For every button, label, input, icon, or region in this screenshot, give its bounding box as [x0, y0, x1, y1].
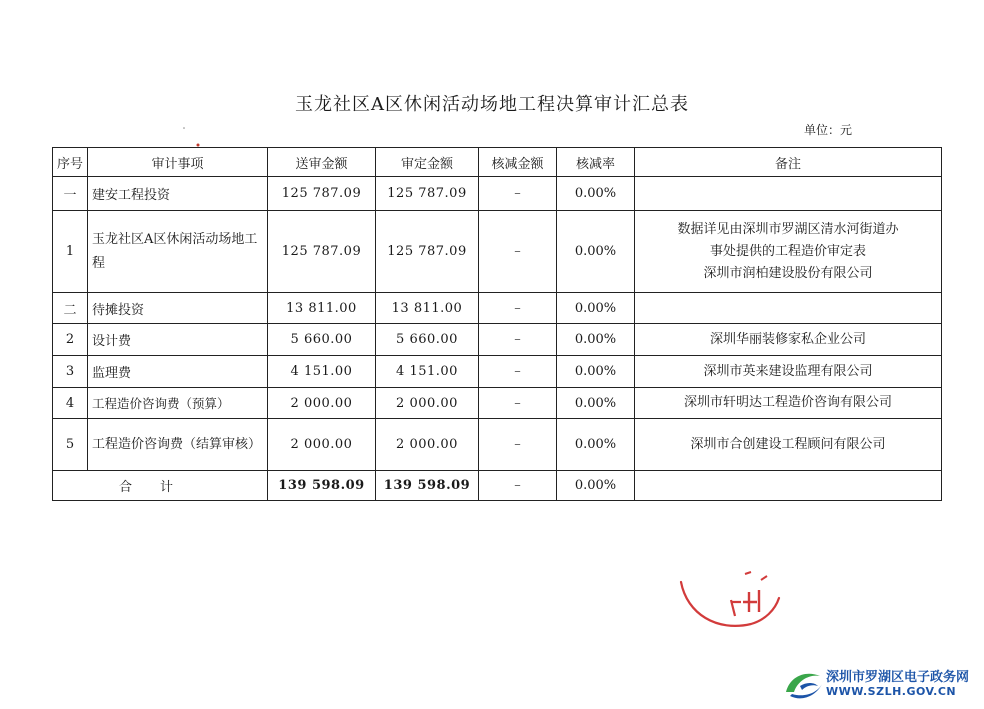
note-line: 深圳市润柏建设股份有限公司 — [703, 265, 873, 281]
header-approved: 审定金额 — [376, 148, 479, 177]
red-dot-mark — [197, 144, 200, 147]
unit-label: 单位：元 — [803, 123, 852, 137]
row-item: 建安工程投资 — [88, 177, 268, 211]
row-submitted: 13 811.00 — [268, 293, 376, 324]
dust-mark — [183, 127, 185, 129]
row-item: 监理费 — [88, 356, 268, 388]
header-reduction: 核减金额 — [479, 148, 557, 177]
row-submitted: 2 000.00 — [268, 419, 376, 471]
header-index: 序号 — [53, 148, 88, 177]
row-rate: 0.00% — [557, 388, 635, 419]
row-index: 4 — [53, 388, 88, 419]
total-approved: 139 598.09 — [376, 471, 479, 501]
header-item: 审计事项 — [88, 148, 268, 177]
row-rate: 0.00% — [557, 177, 635, 211]
row-submitted: 125 787.09 — [268, 211, 376, 293]
row-submitted: 5 660.00 — [268, 324, 376, 356]
row-reduction: – — [479, 324, 557, 356]
document-title: 玉龙社区A区休闲活动场地工程决算审计汇总表 — [295, 94, 689, 115]
row-submitted: 4 151.00 — [268, 356, 376, 388]
row-approved: 4 151.00 — [376, 356, 479, 388]
header-note: 备注 — [635, 148, 942, 177]
row-approved: 2 000.00 — [376, 419, 479, 471]
row-approved: 125 787.09 — [376, 177, 479, 211]
row-index: 5 — [53, 419, 88, 471]
row-note: 深圳市合创建设工程顾问有限公司 — [635, 419, 942, 471]
official-seal-stamp — [665, 562, 785, 642]
total-submitted: 139 598.09 — [268, 471, 376, 501]
row-rate: 0.00% — [557, 419, 635, 471]
watermark-site-url: WWW.SZLH.GOV.CN — [826, 685, 957, 698]
row-rate: 0.00% — [557, 211, 635, 293]
row-rate: 0.00% — [557, 356, 635, 388]
header-rate: 核减率 — [557, 148, 635, 177]
row-approved: 13 811.00 — [376, 293, 479, 324]
watermark-site-name: 深圳市罗湖区电子政务网 — [826, 670, 970, 685]
row-reduction: – — [479, 177, 557, 211]
note-line: 数据详见由深圳市罗湖区清水河街道办 — [677, 221, 899, 237]
row-item: 设计费 — [88, 324, 268, 356]
row-rate: 0.00% — [557, 293, 635, 324]
row-index: 一 — [53, 177, 88, 211]
row-reduction: – — [479, 293, 557, 324]
row-item: 玉龙社区A区休闲活动场地工程 — [88, 211, 268, 293]
total-rate: 0.00% — [557, 471, 635, 501]
row-approved: 5 660.00 — [376, 324, 479, 356]
row-index: 1 — [53, 211, 88, 293]
row-reduction: – — [479, 356, 557, 388]
header-submitted: 送审金额 — [268, 148, 376, 177]
note-line: 事处提供的工程造价审定表 — [709, 243, 866, 259]
row-reduction: – — [479, 211, 557, 293]
row-index: 2 — [53, 324, 88, 356]
row-note: 深圳华丽装修家私企业公司 — [635, 324, 942, 356]
row-item: 待摊投资 — [88, 293, 268, 324]
row-reduction: – — [479, 419, 557, 471]
row-note: 深圳市轩明达工程造价咨询有限公司 — [635, 388, 942, 419]
total-reduction: – — [479, 471, 557, 501]
row-index: 二 — [53, 293, 88, 324]
row-note: 深圳市英来建设监理有限公司 — [635, 356, 942, 388]
row-item: 工程造价咨询费（预算） — [88, 388, 268, 419]
row-approved: 125 787.09 — [376, 211, 479, 293]
row-reduction: – — [479, 388, 557, 419]
total-label: 合计 — [53, 471, 268, 501]
row-submitted: 125 787.09 — [268, 177, 376, 211]
row-item: 工程造价咨询费（结算审核） — [88, 419, 268, 471]
row-rate: 0.00% — [557, 324, 635, 356]
row-submitted: 2 000.00 — [268, 388, 376, 419]
row-index: 3 — [53, 356, 88, 388]
row-approved: 2 000.00 — [376, 388, 479, 419]
